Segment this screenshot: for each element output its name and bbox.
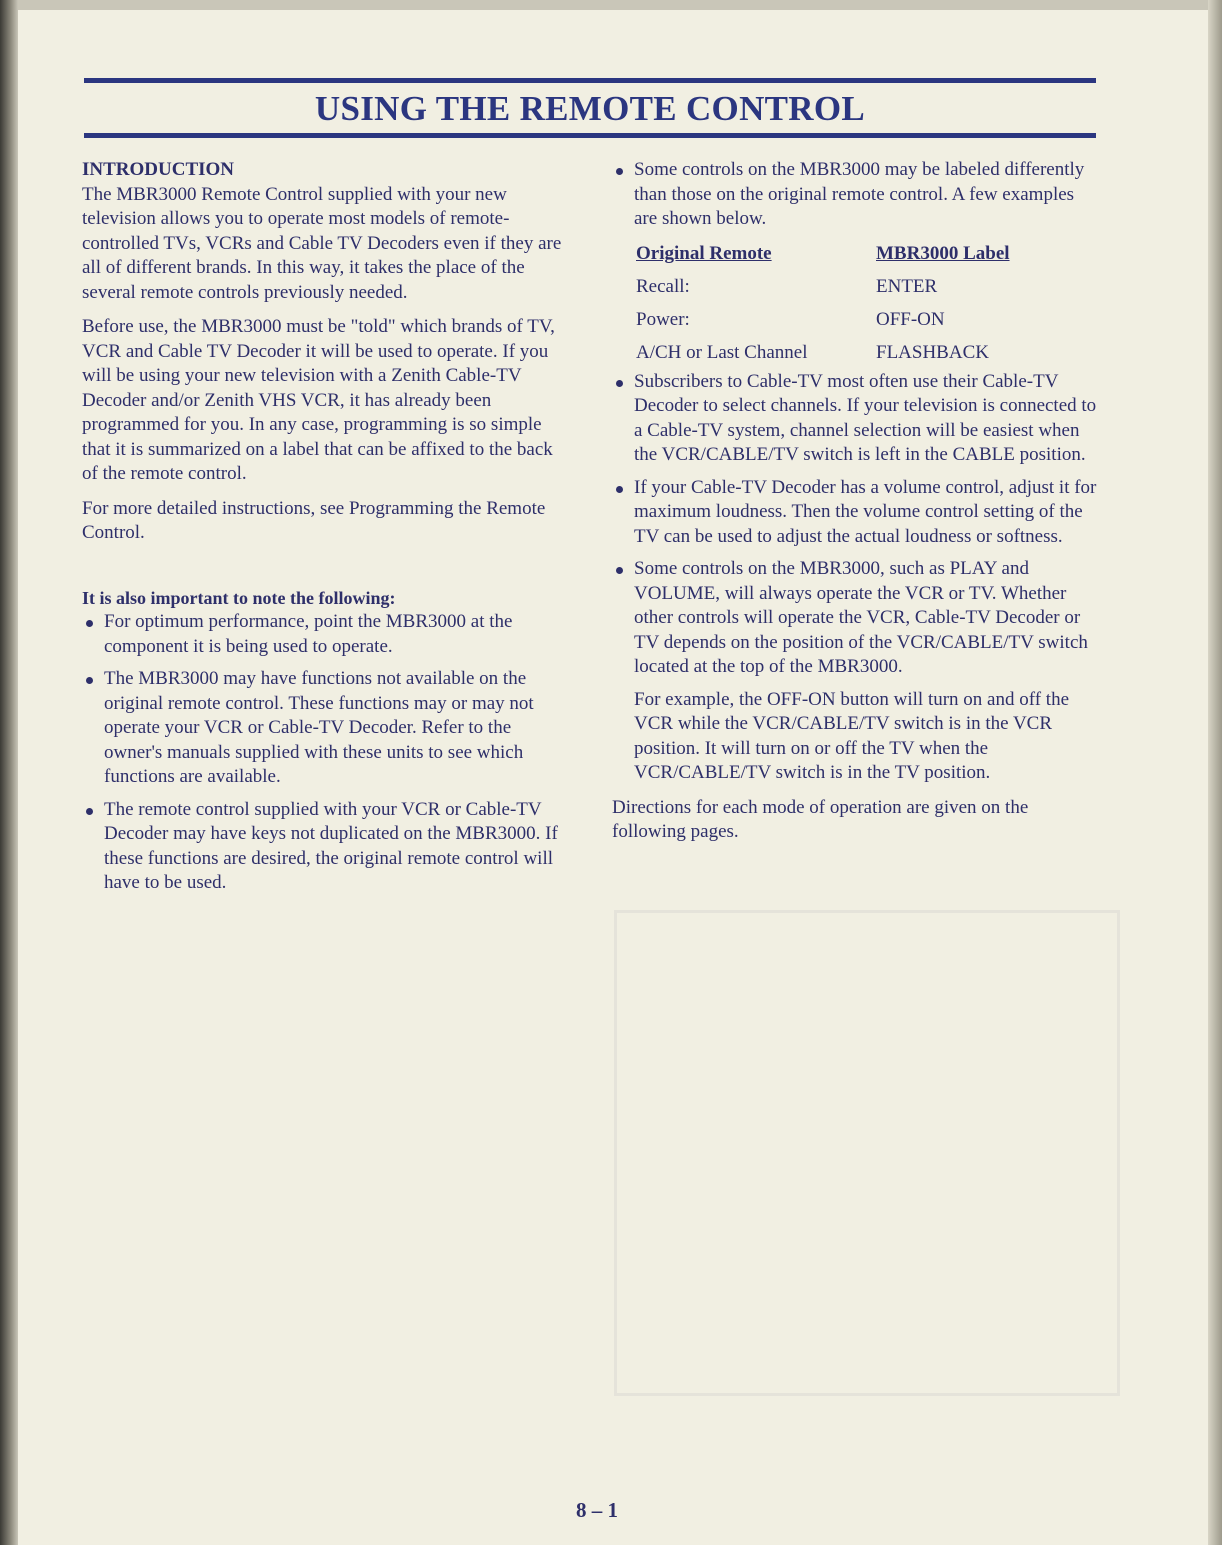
title-block [84, 78, 1096, 138]
bullet-icon [86, 677, 93, 684]
right-list-top [612, 158, 1100, 370]
bullet-icon [616, 567, 623, 574]
table-cell: A/CH or Last Channel [636, 341, 808, 363]
table-header-original: Original Remote [636, 242, 772, 264]
top-rule [84, 78, 1096, 83]
list-item [82, 610, 572, 659]
list-item-text: The remote control supplied with your VCR or Cable-TV Decoder may have keys not duplicated on the MBR3000. If these functions are desired, the original remote control will have to be used. [104, 798, 558, 893]
table-cell: Recall: [636, 275, 690, 297]
bullet-icon [616, 486, 623, 493]
label-comparison-table [636, 238, 1010, 370]
table-cell: FLASHBACK [876, 341, 989, 363]
page-title: USING THE REMOTE CONTROL [314, 89, 866, 128]
page-edge [1208, 0, 1222, 1545]
binding-shadow [0, 0, 18, 1545]
table-header-row [636, 238, 1010, 271]
list-item [612, 557, 1100, 680]
bleed-through-shadow [614, 910, 1120, 1396]
right-list [612, 370, 1100, 680]
table-cell: ENTER [876, 275, 938, 297]
example-paragraph: For example, the OFF-ON button will turn on and off the VCR while the VCR/CABLE/TV switch is in the VCR position. It will turn on or off the TV when the VCR/CABLE/TV switch is in the TV position. [634, 688, 1070, 783]
list-item-text: For optimum performance, point the MBR3000 at the component it is being used to operate. [104, 611, 513, 657]
intro-paragraph-1: The MBR3000 Remote Control supplied with your new television allows you to operate most models of remote-controlled TVs, VCRs and Cable TV Decoders even if they are all of different brands. In this way, it takes the place of the several remote controls previously needed. [82, 183, 562, 303]
list-item [612, 370, 1100, 468]
list-item-text: Some controls on the MBR3000 may be labeled differently than those on the original remote control. A few examples are shown below. [634, 159, 1085, 229]
table-row [636, 271, 1010, 304]
bottom-rule [84, 133, 1096, 138]
bullet-icon [86, 620, 93, 627]
list-item-text: Subscribers to Cable-TV most often use their Cable-TV Decoder to select channels. If your television is connected to a Cable-TV system, channel selection will be easiest when the VCR/CABLE/TV switch is left in the CABLE position. [634, 370, 1097, 465]
table-row [636, 304, 1010, 337]
list-item [82, 667, 572, 790]
intro-paragraph-2: Before use, the MBR3000 must be "told" which brands of TV, VCR and Cable TV Decoder it will be used to operate. If you will be using your new television with a Zenith Cable-TV Decoder and/or Zenith VHS VCR, it has already been programmed for you. In any case, programming is so simple that it is summarized on a label that can be affixed to the back of the remote control. [82, 316, 555, 484]
intro-paragraph-3: For more detailed instructions, see Programming the Remote Control. [82, 497, 546, 543]
list-item [82, 798, 572, 896]
list-item-text: The MBR3000 may have functions not available on the original remote control. These functions may or may not operate your VCR or Cable-TV Decoder. Refer to the owner's manuals supplied with these units to see which functions are available. [104, 668, 534, 787]
list-item [612, 158, 1100, 370]
page-number: 8 – 1 [576, 1498, 618, 1522]
bullet-icon [616, 380, 623, 387]
note-list [82, 610, 572, 896]
list-item [612, 476, 1100, 550]
table-cell: Power: [636, 308, 690, 330]
table-row [636, 337, 1010, 370]
left-column [82, 158, 572, 904]
list-item-text: Some controls on the MBR3000, such as PLAY and VOLUME, will always operate the VCR or TV. Whether other controls will operate the VCR, Cable-TV Decoder or TV depends on the position of the VCR/CABLE/TV switch located at the top of the MBR3000. [634, 558, 1088, 677]
note-heading: It is also important to note the following: [82, 587, 396, 608]
table-cell: OFF-ON [876, 308, 945, 330]
bullet-icon [86, 808, 93, 815]
directions-paragraph: Directions for each mode of operation are given on the following pages. [612, 796, 1029, 842]
bullet-icon [616, 168, 623, 175]
table-header-mbr3000: MBR3000 Label [876, 242, 1010, 264]
introduction-heading: INTRODUCTION [82, 159, 235, 180]
right-column [612, 158, 1100, 855]
list-item-text: If your Cable-TV Decoder has a volume control, adjust it for maximum loudness. Then the volume control setting of the TV can be used to adjust the actual loudness or softness. [634, 476, 1097, 547]
